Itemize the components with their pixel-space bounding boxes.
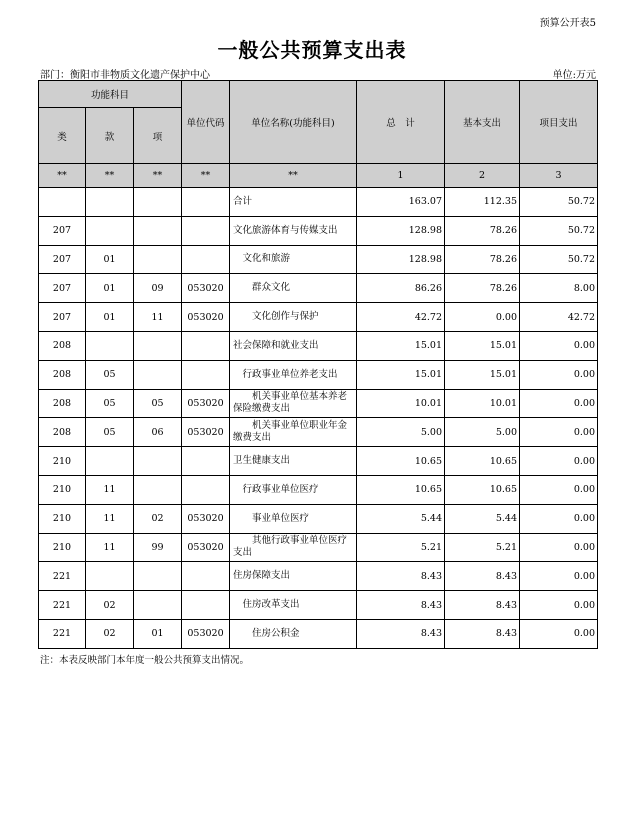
cell-lei: 210 xyxy=(39,504,86,533)
cell-lei: 210 xyxy=(39,475,86,504)
cell-xiang xyxy=(134,360,182,389)
cell-basic: 78.26 xyxy=(445,274,520,303)
cell-project: 0.00 xyxy=(520,418,598,447)
cell-lei: 210 xyxy=(39,533,86,562)
cell-total: 15.01 xyxy=(357,331,445,360)
cell-code xyxy=(182,447,230,476)
department-label: 部门：衡阳市非物质文化遗产保护中心 xyxy=(40,70,210,81)
cell-project: 0.00 xyxy=(520,533,598,562)
table-row xyxy=(39,619,598,648)
cell-basic: 78.26 xyxy=(445,216,520,245)
cell-lei: 210 xyxy=(39,447,86,476)
footnote: 注：本表反映部门本年度一般公共预算支出情况。 xyxy=(40,655,250,666)
cell-code xyxy=(182,245,230,274)
lei-header: 类 xyxy=(39,108,86,164)
cell-code: 053020 xyxy=(182,533,230,562)
cell-total: 5.44 xyxy=(357,504,445,533)
xiang-header: 项 xyxy=(134,108,182,164)
cell-project: 0.00 xyxy=(520,562,598,591)
project-expenditure-header: 项目支出 xyxy=(520,81,598,164)
cell-kuan: 01 xyxy=(86,245,134,274)
cell-lei: 208 xyxy=(39,418,86,447)
cell-xiang xyxy=(134,331,182,360)
cell-total: 10.65 xyxy=(357,447,445,476)
cell-xiang: 09 xyxy=(134,274,182,303)
cell-total: 5.21 xyxy=(357,533,445,562)
cell-lei: 208 xyxy=(39,331,86,360)
cell-name: 住房公积金 xyxy=(230,619,357,648)
budget-expenditure-table xyxy=(38,80,598,649)
cell-total: 8.43 xyxy=(357,619,445,648)
cell-xiang: 01 xyxy=(134,619,182,648)
cell-lei: 221 xyxy=(39,562,86,591)
page-title: 一般公共预算支出表 xyxy=(217,38,407,62)
cell-kuan: 02 xyxy=(86,591,134,620)
cell-total: 8.43 xyxy=(357,591,445,620)
marker-cell: ** xyxy=(230,164,357,188)
cell-xiang xyxy=(134,447,182,476)
cell-basic: 8.43 xyxy=(445,619,520,648)
cell-basic: 0.00 xyxy=(445,303,520,332)
cell-lei: 207 xyxy=(39,274,86,303)
cell-project: 0.00 xyxy=(520,475,598,504)
cell-lei: 207 xyxy=(39,216,86,245)
cell-xiang: 02 xyxy=(134,504,182,533)
cell-lei: 208 xyxy=(39,360,86,389)
cell-basic: 5.44 xyxy=(445,504,520,533)
cell-code: 053020 xyxy=(182,418,230,447)
cell-name: 其他行政事业单位医疗支出 xyxy=(230,533,357,562)
cell-kuan: 05 xyxy=(86,360,134,389)
cell-basic: 78.26 xyxy=(445,245,520,274)
cell-kuan xyxy=(86,331,134,360)
cell-basic: 15.01 xyxy=(445,331,520,360)
table-row xyxy=(39,303,598,332)
table-row xyxy=(39,389,598,418)
table-number-label: 预算公开表5 xyxy=(539,18,596,29)
cell-lei: 221 xyxy=(39,619,86,648)
cell-name: 合计 xyxy=(230,188,357,217)
cell-lei xyxy=(39,188,86,217)
cell-basic: 10.65 xyxy=(445,447,520,476)
marker-cell: 1 xyxy=(357,164,445,188)
cell-name: 事业单位医疗 xyxy=(230,504,357,533)
cell-code: 053020 xyxy=(182,504,230,533)
cell-basic: 8.43 xyxy=(445,591,520,620)
cell-total: 10.01 xyxy=(357,389,445,418)
basic-expenditure-header: 基本支出 xyxy=(445,81,520,164)
table-row xyxy=(39,533,598,562)
cell-xiang xyxy=(134,245,182,274)
cell-name: 文化旅游体育与传媒支出 xyxy=(230,216,357,245)
cell-kuan xyxy=(86,188,134,217)
cell-kuan: 05 xyxy=(86,418,134,447)
cell-kuan: 01 xyxy=(86,274,134,303)
table-row xyxy=(39,475,598,504)
cell-xiang: 99 xyxy=(134,533,182,562)
cell-xiang xyxy=(134,562,182,591)
total-header: 总 计 xyxy=(357,81,445,164)
cell-project: 0.00 xyxy=(520,504,598,533)
table-row xyxy=(39,274,598,303)
cell-kuan xyxy=(86,562,134,591)
cell-basic: 5.21 xyxy=(445,533,520,562)
cell-code xyxy=(182,216,230,245)
cell-total: 10.65 xyxy=(357,475,445,504)
marker-cell: 3 xyxy=(520,164,598,188)
cell-project: 50.72 xyxy=(520,245,598,274)
cell-lei: 207 xyxy=(39,245,86,274)
cell-kuan: 11 xyxy=(86,475,134,504)
table-row xyxy=(39,504,598,533)
cell-basic: 10.01 xyxy=(445,389,520,418)
cell-total: 15.01 xyxy=(357,360,445,389)
kuan-header: 款 xyxy=(86,108,134,164)
cell-kuan: 02 xyxy=(86,619,134,648)
cell-kuan: 11 xyxy=(86,533,134,562)
cell-name: 行政事业单位养老支出 xyxy=(230,360,357,389)
cell-total: 42.72 xyxy=(357,303,445,332)
cell-basic: 15.01 xyxy=(445,360,520,389)
cell-project: 0.00 xyxy=(520,591,598,620)
cell-basic: 10.65 xyxy=(445,475,520,504)
cell-name: 住房保障支出 xyxy=(230,562,357,591)
cell-code: 053020 xyxy=(182,303,230,332)
marker-cell: ** xyxy=(182,164,230,188)
cell-code: 053020 xyxy=(182,389,230,418)
cell-xiang xyxy=(134,475,182,504)
cell-name: 群众文化 xyxy=(230,274,357,303)
cell-name: 社会保障和就业支出 xyxy=(230,331,357,360)
cell-xiang: 06 xyxy=(134,418,182,447)
table-row xyxy=(39,360,598,389)
cell-name: 住房改革支出 xyxy=(230,591,357,620)
table-row xyxy=(39,562,598,591)
unit-label: 单位:万元 xyxy=(552,70,596,81)
cell-total: 5.00 xyxy=(357,418,445,447)
cell-kuan xyxy=(86,216,134,245)
table-row xyxy=(39,216,598,245)
cell-code xyxy=(182,562,230,591)
cell-code xyxy=(182,360,230,389)
cell-basic: 8.43 xyxy=(445,562,520,591)
cell-total: 128.98 xyxy=(357,245,445,274)
cell-name: 行政事业单位医疗 xyxy=(230,475,357,504)
cell-project: 0.00 xyxy=(520,389,598,418)
cell-project: 0.00 xyxy=(520,447,598,476)
cell-xiang xyxy=(134,188,182,217)
unit-code-header: 单位代码 xyxy=(182,81,230,164)
cell-xiang xyxy=(134,216,182,245)
unit-name-header: 单位名称(功能科目) xyxy=(230,81,357,164)
cell-project: 8.00 xyxy=(520,274,598,303)
cell-xiang xyxy=(134,591,182,620)
cell-code xyxy=(182,591,230,620)
marker-cell: ** xyxy=(134,164,182,188)
cell-kuan: 05 xyxy=(86,389,134,418)
table-row xyxy=(39,418,598,447)
cell-lei: 207 xyxy=(39,303,86,332)
cell-project: 50.72 xyxy=(520,188,598,217)
cell-xiang: 05 xyxy=(134,389,182,418)
table-row xyxy=(39,591,598,620)
cell-total: 86.26 xyxy=(357,274,445,303)
cell-name: 机关事业单位职业年金缴费支出 xyxy=(230,418,357,447)
cell-code xyxy=(182,331,230,360)
function-subject-header: 功能科目 xyxy=(39,81,182,108)
cell-total: 128.98 xyxy=(357,216,445,245)
cell-code: 053020 xyxy=(182,274,230,303)
cell-project: 0.00 xyxy=(520,331,598,360)
cell-lei: 221 xyxy=(39,591,86,620)
cell-project: 0.00 xyxy=(520,360,598,389)
cell-code: 053020 xyxy=(182,619,230,648)
cell-name: 文化创作与保护 xyxy=(230,303,357,332)
cell-basic: 112.35 xyxy=(445,188,520,217)
cell-project: 0.00 xyxy=(520,619,598,648)
table-row xyxy=(39,245,598,274)
cell-code xyxy=(182,188,230,217)
marker-cell: ** xyxy=(86,164,134,188)
cell-xiang: 11 xyxy=(134,303,182,332)
cell-project: 50.72 xyxy=(520,216,598,245)
cell-basic: 5.00 xyxy=(445,418,520,447)
cell-name: 卫生健康支出 xyxy=(230,447,357,476)
cell-total: 8.43 xyxy=(357,562,445,591)
cell-code xyxy=(182,475,230,504)
cell-kuan: 01 xyxy=(86,303,134,332)
cell-name: 文化和旅游 xyxy=(230,245,357,274)
table-row xyxy=(39,331,598,360)
table-row xyxy=(39,447,598,476)
marker-cell: ** xyxy=(39,164,86,188)
cell-total: 163.07 xyxy=(357,188,445,217)
cell-lei: 208 xyxy=(39,389,86,418)
cell-kuan xyxy=(86,447,134,476)
cell-project: 42.72 xyxy=(520,303,598,332)
cell-name: 机关事业单位基本养老保险缴费支出 xyxy=(230,389,357,418)
marker-cell: 2 xyxy=(445,164,520,188)
table-row xyxy=(39,188,598,217)
marker-row xyxy=(39,164,598,188)
cell-kuan: 11 xyxy=(86,504,134,533)
